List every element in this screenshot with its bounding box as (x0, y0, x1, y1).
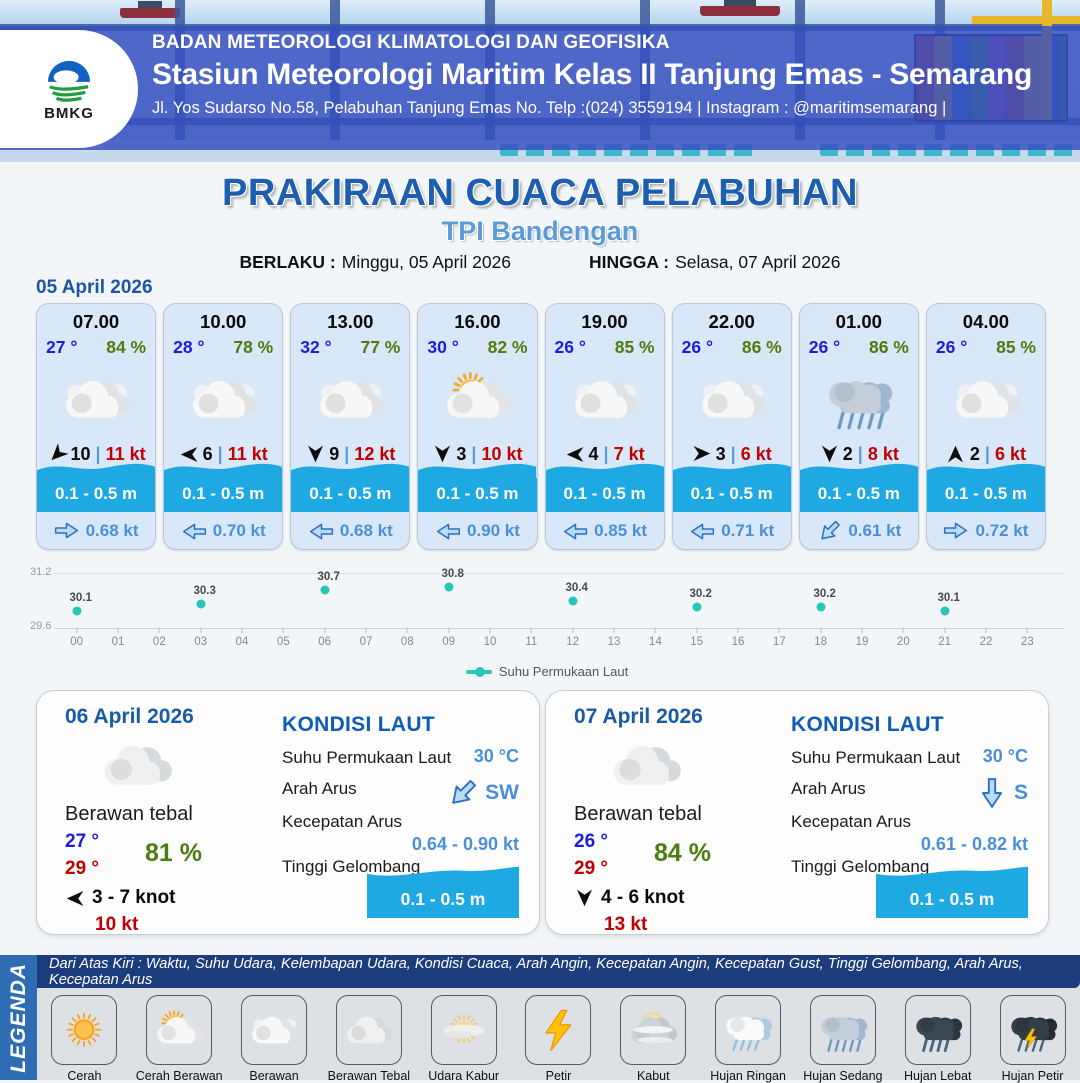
humidity-value: 84 % (654, 839, 711, 867)
current-direction-icon (181, 521, 207, 541)
wind-row (574, 887, 684, 909)
sea-conditions (282, 691, 519, 934)
x-axis-label: 20 (896, 636, 910, 648)
x-axis-label: 18 (814, 636, 828, 648)
current-row (927, 512, 1045, 549)
legend-item-label: Udara Kabur (428, 1069, 500, 1083)
wave-height-band (37, 459, 155, 512)
x-axis-tick (655, 628, 656, 633)
sst-data-point (444, 582, 453, 591)
wind-speed-value: 3 (715, 443, 726, 464)
x-axis-tick (944, 628, 945, 633)
hingga-label: HINGGA : (589, 252, 670, 272)
wind-speed-value: 3 (456, 443, 467, 464)
wave-height-value: 0.1 - 0.5 m (418, 478, 536, 512)
wave-height-value: 0.1 - 0.5 m (37, 478, 155, 512)
current-speed-value: 0.72 kt (975, 520, 1029, 540)
x-axis-tick (696, 628, 697, 633)
legend-item-label: Kabut (636, 1069, 670, 1083)
legend-item (798, 995, 888, 1083)
temp-max-value: 29 ° (65, 858, 100, 879)
x-axis-label: 15 (690, 636, 704, 648)
x-axis-label: 06 (318, 636, 332, 648)
wind-range-value: 3 - 7 knot (92, 887, 176, 908)
x-axis-label: 13 (607, 636, 621, 648)
legend-side-strip (0, 955, 37, 1080)
humidity-value: 85 % (614, 337, 655, 357)
cerah-icon (51, 995, 117, 1065)
berlaku-value: Minggu, 05 April 2026 (341, 252, 512, 272)
hourly-forecast-row (36, 303, 1046, 550)
wind-speed-value: 6 (202, 443, 213, 464)
sst-data-point (692, 603, 701, 612)
x-axis-tick (779, 628, 780, 633)
petir-icon (525, 995, 591, 1065)
current-row (291, 512, 409, 549)
wave-height-band (291, 459, 409, 512)
wind-direction-icon (574, 888, 594, 908)
berawan-icon (546, 366, 664, 434)
x-axis-label: 22 (979, 636, 993, 648)
current-row (673, 512, 791, 549)
wind-speed-value: 4 (588, 443, 599, 464)
wave-height-box (367, 866, 519, 918)
x-axis-tick (1027, 628, 1028, 633)
wave-height-band (673, 459, 791, 512)
gust-value: 6 kt (994, 443, 1026, 464)
legend-item (134, 995, 224, 1083)
berawan-icon (241, 995, 307, 1065)
gust-value: 8 kt (867, 443, 899, 464)
chart-legend-label: Suhu Permukaan Laut (498, 664, 629, 679)
legend-item (608, 995, 698, 1083)
x-axis-label: 10 (483, 636, 497, 648)
legend-items-row (37, 988, 1080, 1083)
current-direction-icon (980, 777, 1004, 809)
humidity-value: 86 % (741, 337, 782, 357)
sst-data-label: 30.2 (689, 588, 712, 601)
x-axis-label: 23 (1020, 636, 1034, 648)
current-speed-value: 0.64 - 0.90 kt (411, 834, 519, 854)
station-address: Jl. Yos Sudarso No.58, Pelabuhan Tanjung Emas No. Telp :(024) 3559194 | Instagram : @maritimsemarang | (152, 99, 947, 117)
x-axis-label: 17 (772, 636, 786, 648)
berawan-tebal-icon (89, 733, 184, 804)
current-direction-row (447, 781, 519, 805)
wave-height-label: Tinggi Gelombang (282, 857, 421, 876)
wave-height-band (418, 459, 536, 512)
legend-item-label: Petir (545, 1069, 572, 1083)
x-axis-tick (159, 628, 160, 633)
divider: | (730, 443, 736, 464)
berawan-tebal-icon (598, 733, 693, 804)
temperature-value: 26 ° (935, 337, 968, 357)
humidity-value: 78 % (233, 337, 274, 357)
x-axis-label: 01 (111, 636, 125, 648)
daily-forecast-card (36, 690, 540, 935)
daily-forecast-card (545, 690, 1049, 935)
sst-label: Suhu Permukaan Laut (282, 748, 452, 767)
x-axis-tick (448, 628, 449, 633)
x-axis-label: 14 (648, 636, 662, 648)
x-axis-tick (572, 628, 573, 633)
page-title: PRAKIRAAN CUACA PELABUHAN (222, 172, 858, 214)
current-direction-icon (443, 773, 483, 813)
sea-section-title: KONDISI LAUT (282, 713, 435, 736)
forecast-card (799, 303, 919, 550)
bmkg-logo (0, 30, 138, 148)
wave-height-value: 0.1 - 0.5 m (927, 478, 1045, 512)
x-axis-tick (118, 628, 119, 633)
sst-value: 30 °C (473, 746, 519, 766)
y-axis-tick-bottom: 29.6 (30, 620, 52, 632)
current-direction-value: S (1013, 781, 1028, 804)
current-direction-value: SW (485, 781, 519, 804)
current-speed-value: 0.61 - 0.82 kt (920, 834, 1028, 854)
x-axis-label: 00 (70, 636, 84, 648)
current-row (418, 512, 536, 549)
legend-footer (0, 955, 1080, 1083)
legend-item-label: Hujan Petir (1001, 1069, 1064, 1083)
condition-label: Berawan tebal (574, 803, 702, 825)
current-direction-icon (943, 521, 969, 541)
x-axis-tick (283, 628, 284, 633)
temp-min-value: 26 ° (574, 831, 609, 852)
legend-item (324, 995, 414, 1083)
current-direction-icon (308, 521, 334, 541)
x-axis-label: 21 (938, 636, 952, 648)
sst-data-label: 30.7 (317, 571, 340, 584)
x-axis-tick (490, 628, 491, 633)
humidity-value: 81 % (145, 839, 202, 867)
wind-row (65, 887, 175, 909)
current-speed-value: 0.70 kt (212, 520, 266, 540)
divider: | (217, 443, 223, 464)
legend-item (703, 995, 793, 1083)
time-label: 01.00 (835, 311, 882, 332)
temperature-value: 26 ° (681, 337, 713, 357)
time-label: 07.00 (72, 311, 120, 332)
temperature-value: 30 ° (427, 337, 459, 357)
x-axis-tick (407, 628, 408, 633)
current-direction-icon (813, 514, 846, 547)
berlaku-label: BERLAKU : (239, 252, 336, 272)
humidity-value: 85 % (996, 337, 1036, 357)
humidity-value: 86 % (868, 337, 909, 357)
gust-value: 7 kt (613, 443, 645, 464)
forecast-card (36, 303, 156, 550)
sea-conditions (791, 691, 1028, 934)
current-row (164, 512, 282, 549)
wave-height-value: 0.1 - 0.5 m (164, 478, 282, 512)
udara-kabur-icon (431, 995, 497, 1065)
x-axis-label: 02 (152, 636, 166, 648)
x-axis-tick (614, 628, 615, 633)
hujan-sedang-icon (810, 995, 876, 1065)
wave-height-label: Tinggi Gelombang (791, 857, 930, 876)
hujan-sedang-icon (800, 366, 918, 434)
x-axis-tick (76, 628, 77, 633)
current-speed-value: 0.85 kt (594, 520, 648, 540)
humidity-value: 84 % (106, 337, 147, 357)
cerah-berawan-icon (418, 366, 536, 434)
temperature-value: 27 ° (46, 337, 78, 357)
sst-data-point (816, 603, 825, 612)
legend-item-label: Berawan Tebal (327, 1069, 411, 1083)
divider: | (95, 443, 101, 464)
time-label: 22.00 (708, 311, 755, 332)
bmkg-emblem-icon (40, 57, 98, 103)
time-label: 16.00 (454, 311, 501, 332)
agency-name: BADAN METEOROLOGI KLIMATOLOGI DAN GEOFISIKA (152, 32, 670, 53)
divider: | (857, 443, 863, 464)
forecast-card (672, 303, 792, 550)
sst-data-point (568, 596, 577, 605)
legend-item (513, 995, 603, 1083)
current-direction-icon (689, 521, 715, 541)
hingga-value: Selasa, 07 April 2026 (675, 252, 841, 272)
temperature-value: 28 ° (173, 337, 205, 357)
x-axis-label: 05 (276, 636, 290, 648)
sst-data-point (196, 599, 205, 608)
legend-item-label: Berawan (249, 1069, 299, 1083)
x-axis-label: 07 (359, 636, 373, 648)
sst-data-label: 30.8 (441, 567, 464, 580)
wave-height-value: 0.1 - 0.5 m (673, 478, 791, 512)
legend-item-label: Cerah Berawan (135, 1069, 223, 1083)
sst-data-label: 30.2 (813, 588, 836, 601)
current-speed-value: 0.61 kt (848, 520, 902, 540)
condition-label: Berawan tebal (65, 803, 193, 825)
time-label: 19.00 (581, 311, 628, 332)
gust-value: 10 kt (95, 914, 139, 935)
hujan-lebat-icon (905, 995, 971, 1065)
legend-item (39, 995, 129, 1083)
x-axis-tick (820, 628, 821, 633)
temperature-value: 26 ° (808, 337, 841, 357)
current-direction-row (976, 781, 1028, 805)
current-speed-value: 0.90 kt (466, 520, 520, 540)
divider: | (344, 443, 350, 464)
x-axis-tick (366, 628, 367, 633)
current-speed-value: 0.68 kt (339, 520, 393, 540)
gust-value: 6 kt (740, 443, 772, 464)
gust-value: 13 kt (604, 914, 648, 935)
x-axis-label: 19 (855, 636, 869, 648)
kabut-icon (620, 995, 686, 1065)
legend-item (419, 995, 509, 1083)
location-subtitle: TPI Bandengan (441, 216, 639, 246)
wind-range-value: 4 - 6 knot (601, 887, 685, 908)
legend-item-label: Cerah (67, 1069, 102, 1083)
temperature-value: 32 ° (300, 337, 332, 357)
x-axis-tick (903, 628, 904, 633)
sst-label: Suhu Permukaan Laut (791, 748, 961, 767)
berawan-icon (673, 366, 791, 434)
sea-section-title: KONDISI LAUT (791, 713, 944, 736)
time-label: 10.00 (200, 311, 247, 332)
legend-item-label: Hujan Ringan (710, 1069, 786, 1083)
wave-height-value: 0.1 - 0.5 m (367, 883, 519, 918)
legend-item (893, 995, 983, 1083)
current-speed-value: 0.68 kt (85, 520, 139, 540)
x-axis-label: 09 (442, 636, 456, 648)
legend-side-label: LEGENDA (6, 962, 30, 1073)
x-axis-tick (200, 628, 201, 633)
divider: | (471, 443, 477, 464)
legend-description-bar: Dari Atas Kiri : Waktu, Suhu Udara, Kelembapan Udara, Kondisi Cuaca, Arah Angin, Kecepatan Angin, Kecepatan Gust, Tinggi Gelombang, Arah Arus, Kecepatan Arus (37, 955, 1080, 988)
temp-max-value: 29 ° (574, 858, 609, 879)
forecast-card (163, 303, 283, 550)
berawan-icon (291, 366, 409, 434)
current-row (546, 512, 664, 549)
wind-speed-value: 2 (969, 443, 980, 464)
current-row (800, 512, 918, 549)
day-date: 06 April 2026 (65, 705, 194, 728)
forecast-card (290, 303, 410, 550)
x-axis-tick (242, 628, 243, 633)
sst-value: 30 °C (982, 746, 1028, 766)
forecast-date: 05 April 2026 (36, 277, 153, 298)
humidity-value: 77 % (360, 337, 401, 357)
sst-data-label: 30.1 (69, 591, 92, 604)
wave-height-band (164, 459, 282, 512)
sst-data-point (940, 606, 949, 615)
sst-data-point (72, 606, 81, 615)
divider: | (603, 443, 609, 464)
current-row (37, 512, 155, 549)
x-axis-tick (738, 628, 739, 633)
wind-speed-value: 2 (842, 443, 853, 464)
x-axis-label: 08 (400, 636, 414, 648)
temperature-value: 26 ° (554, 337, 586, 357)
x-axis-label: 12 (566, 636, 580, 648)
sst-data-label: 30.1 (937, 591, 960, 604)
sst-data-label: 30.3 (193, 584, 216, 597)
wave-height-value: 0.1 - 0.5 m (800, 478, 918, 512)
x-axis-tick (862, 628, 863, 633)
gust-value: 11 kt (227, 443, 268, 464)
cerah-berawan-icon (146, 995, 212, 1065)
gust-value: 12 kt (354, 443, 396, 464)
bmkg-logo-text: BMKG (44, 104, 94, 122)
gust-value: 11 kt (105, 443, 146, 464)
wave-height-value: 0.1 - 0.5 m (291, 478, 409, 512)
x-axis-label: 11 (525, 636, 538, 648)
berawan-icon (164, 366, 282, 434)
chart-legend (30, 664, 1064, 679)
temp-min-value: 27 ° (65, 831, 100, 852)
x-axis-label: 04 (235, 636, 249, 648)
x-axis-tick (324, 628, 325, 633)
time-label: 13.00 (327, 311, 374, 332)
berawan-icon (927, 366, 1045, 434)
humidity-value: 82 % (487, 337, 528, 357)
y-axis-tick-top: 31.2 (30, 566, 52, 578)
station-name: Stasiun Meteorologi Maritim Kelas II Tanjung Emas - Semarang (152, 58, 1032, 91)
sst-chart (30, 556, 1064, 688)
wave-height-band (800, 459, 918, 512)
berawan-tebal-icon (336, 995, 402, 1065)
wind-speed-value: 9 (329, 443, 340, 464)
wave-height-value: 0.1 - 0.5 m (876, 883, 1028, 918)
wave-height-box (876, 866, 1028, 918)
time-label: 04.00 (962, 311, 1010, 332)
sst-data-point (320, 586, 329, 595)
divider: | (984, 443, 990, 464)
current-speed-label: Kecepatan Arus (282, 812, 403, 831)
legend-item (988, 995, 1078, 1083)
hujan-petir-icon (1000, 995, 1066, 1065)
validity-row (0, 252, 1080, 273)
current-direction-icon (54, 521, 80, 541)
legend-item (229, 995, 319, 1083)
x-axis-tick (531, 628, 532, 633)
current-direction-label: Arah Arus (282, 779, 357, 798)
legend-marker-icon (466, 670, 492, 674)
wind-direction-icon (65, 888, 85, 908)
forecast-card (926, 303, 1046, 550)
current-direction-label: Arah Arus (791, 779, 866, 798)
x-axis-label: 03 (194, 636, 208, 648)
current-direction-icon (435, 521, 461, 541)
sst-data-label: 30.4 (565, 581, 588, 594)
wave-height-band (927, 459, 1045, 512)
legend-item-label: Hujan Lebat (904, 1069, 972, 1083)
day-date: 07 April 2026 (574, 705, 703, 728)
header-banner (0, 0, 1080, 162)
current-speed-value: 0.71 kt (721, 520, 775, 540)
berawan-icon (37, 366, 155, 434)
x-axis-tick (986, 628, 987, 633)
wave-height-band (546, 459, 664, 512)
hujan-ringan-icon (715, 995, 781, 1065)
legend-item-label: Hujan Sedang (803, 1069, 883, 1083)
x-axis-label: 16 (731, 636, 745, 648)
wave-height-value: 0.1 - 0.5 m (546, 478, 664, 512)
current-speed-label: Kecepatan Arus (791, 812, 912, 831)
forecast-card (545, 303, 665, 550)
current-direction-icon (562, 521, 588, 541)
gust-value: 10 kt (481, 443, 523, 464)
forecast-card (417, 303, 537, 550)
wind-speed-value: 10 (70, 443, 91, 464)
